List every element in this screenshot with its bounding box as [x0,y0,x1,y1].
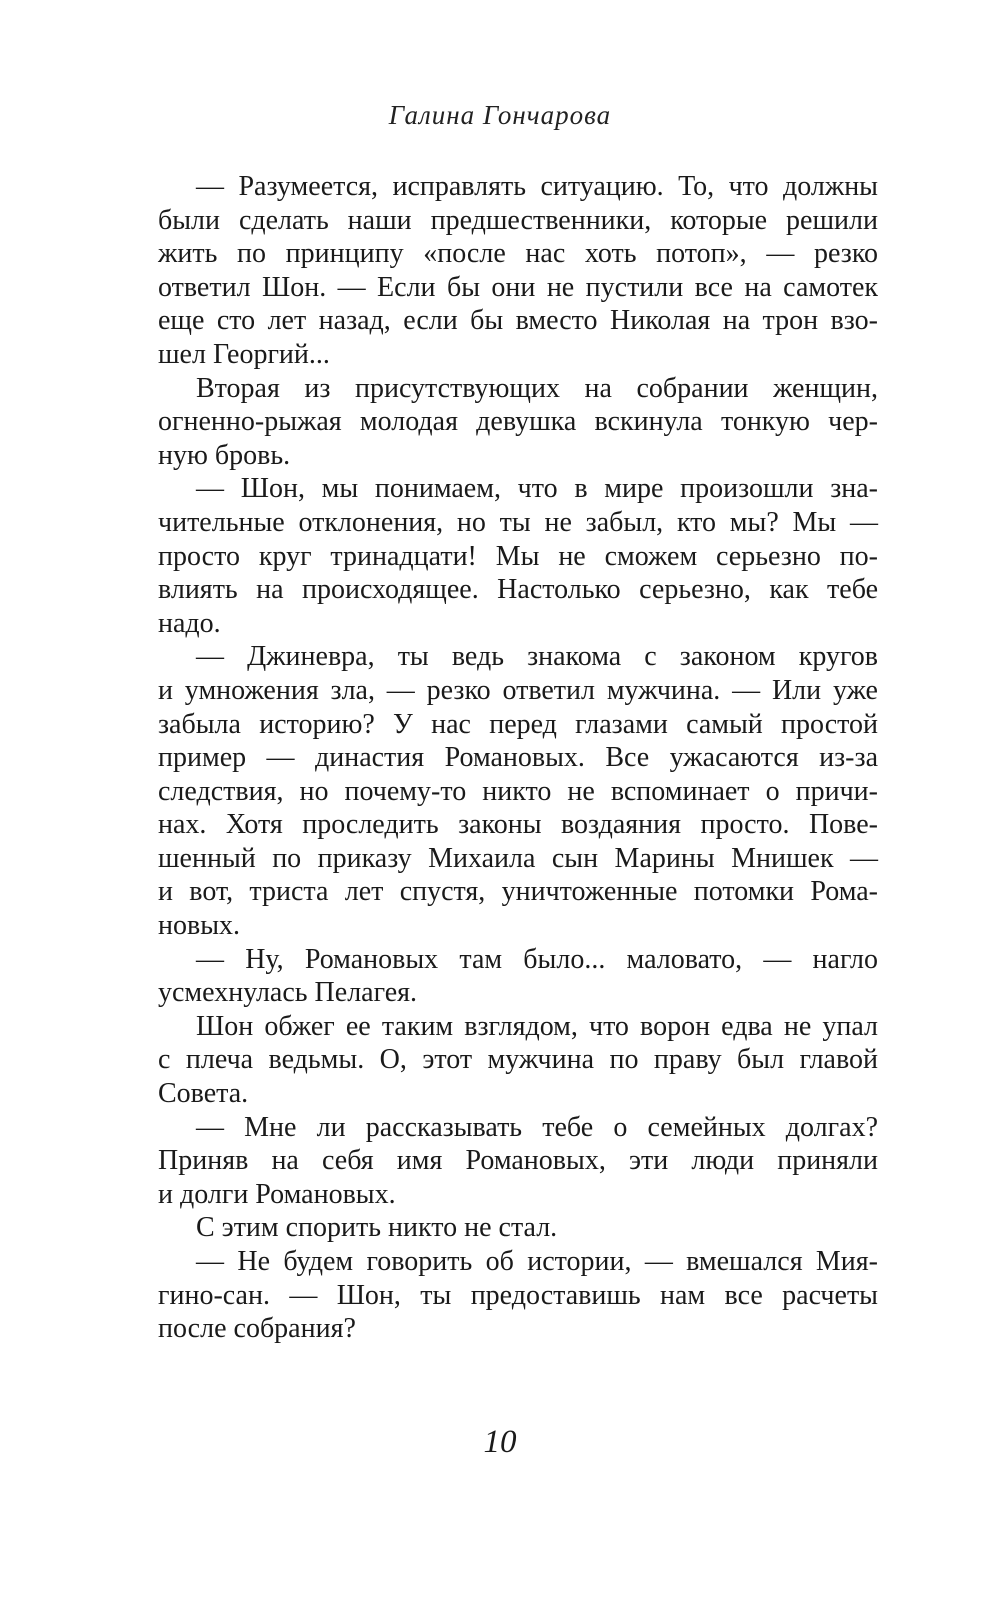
text-line: — Разумеется, исправлять ситуацию. То, что должны [196,171,878,202]
text-line: новых. [158,910,241,942]
text-line: Шон обжег ее таким взглядом, что ворон едва не упал [196,1010,878,1042]
page-number: 10 [483,1424,517,1460]
text-line: влиять на происходящее. Настолько серьезно, как тебе [158,574,878,606]
text-line: пример — династия Романовых. Все ужасаются из-за [158,742,878,774]
text-line: — Не будем говорить об истории, — вмешался Мия- [196,1246,878,1277]
text-line: — Шон, мы понимаем, что в мире произошли зна- [196,473,878,505]
text-line: — Мне ли рассказывать тебе о семейных долгах? [196,1111,878,1143]
text-line: с плеча ведьмы. О, этот мужчина по праву был главой [158,1044,878,1076]
text-line: гино-сан. — Шон, ты предоставишь нам все расчеты [158,1279,878,1311]
text-line: и вот, триста лет спустя, уничтоженные потомки Рома- [158,876,878,908]
text-line: Совета. [158,1078,249,1110]
text-line: шенный по приказу Михаила сын Марины Мнишек — [158,842,878,874]
text-line: шел Георгий... [158,338,330,370]
text-line: Вторая из присутствующих на собрании женщин, [196,372,878,404]
text-line: и умножения зла, — резко ответил мужчина. — Или уже [158,674,878,706]
text-line: чительные отклонения, но ты не забыл, кто мы? Мы — [158,506,878,538]
text-line: просто круг тринадцати! Мы не сможем серьезно по- [158,540,878,572]
text-line: еще сто лет назад, если бы вместо Николая на трон взо- [158,305,878,337]
text-line: и долги Романовых. [158,1178,396,1210]
text-line: забыла историю? У нас перед глазами самый простой [158,708,878,740]
text-line: С этим спорить никто не стал. [196,1212,558,1244]
running-header-author: Галина Гончарова [388,100,612,130]
text-line: Приняв на себя имя Романовых, эти люди приняли [158,1145,878,1177]
text-line: огненно-рыжая молодая девушка вскинула тонкую чер- [158,406,878,438]
text-line: — Джиневра, ты ведь знакома с законом кругов [196,641,878,673]
text-line: надо. [158,607,221,639]
text-line: нах. Хотя проследить законы воздаяния просто. Пове- [158,809,878,841]
text-line: после собрания? [158,1313,356,1345]
text-line: ответил Шон. — Если бы они не пустили все на самотек [158,271,878,303]
text-line: ную бровь. [158,439,291,471]
text-line: были сделать наши предшественники, которые решили [158,204,878,236]
text-line: — Ну, Романовых там было... маловато, — нагло [196,943,878,975]
text-line: усмехнулась Пелагея. [158,977,418,1009]
text-line: следствия, но почему-то никто не вспоминает о причи- [158,775,878,807]
text-line: жить по принципу «после нас хоть потоп», — резко [158,238,878,270]
page-body-text [158,170,878,1346]
